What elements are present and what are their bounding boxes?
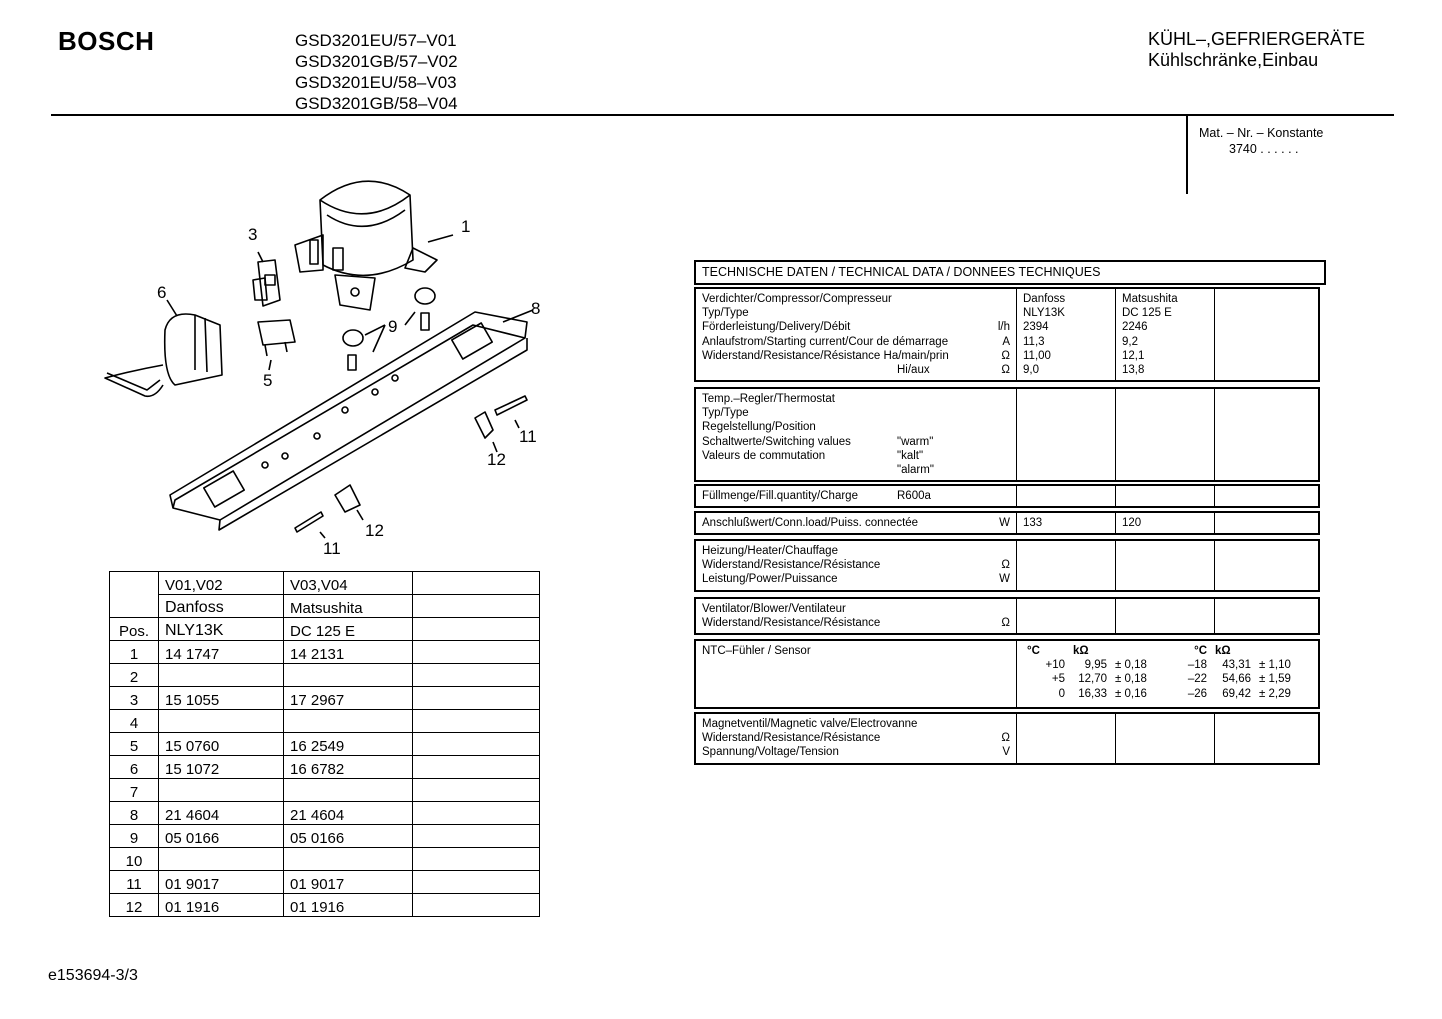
- table-cell: 15 0760: [159, 733, 284, 756]
- pin-part: [295, 512, 323, 532]
- ntc-table: °C kΩ °C kΩ +10 9,95 ± 0,18 –18 43,31 ± 1,10 +5 12,70 ± 0,18 –22 54,66 ± 1,59 0 16,33 ± 0,16 –26 69,42 ± 2,29: [1023, 644, 1295, 701]
- ntc-cell: ± 2,29: [1259, 687, 1291, 700]
- table-cell: 15 1072: [159, 756, 284, 779]
- ntc-cell: 69,42: [1222, 687, 1251, 700]
- table-row: [110, 641, 540, 664]
- tech-value-col: [1017, 388, 1116, 481]
- table-cell: 16 2549: [284, 733, 413, 756]
- table-cell: 14 2131: [284, 641, 413, 664]
- table-row: [110, 802, 540, 825]
- category-line: KÜHL–,GEFRIERGERÄTE: [1148, 29, 1366, 49]
- tech-line: Verdichter/Compressor/Compresseur: [702, 293, 892, 305]
- tech-value-col: [1116, 713, 1215, 764]
- model-line: GSD3201EU/57–V01: [295, 31, 457, 50]
- model-line: GSD3201EU/58–V03: [295, 73, 457, 92]
- sleeve-part: [475, 412, 493, 438]
- table-cell: [159, 848, 284, 871]
- table-row: [110, 664, 540, 687]
- tech-title: TECHNISCHE DATEN / TECHNICAL DATA / DONNEES TECHNIQUES: [694, 260, 1326, 285]
- mat-divider: [1186, 116, 1188, 194]
- table-cell: 16 6782: [284, 756, 413, 779]
- table-row: [110, 779, 540, 802]
- tech-value-col: Danfoss NLY13K 2394 11,3 11,00 9,0: [1017, 288, 1116, 381]
- table-cell: 14 1747: [159, 641, 284, 664]
- callout-label: 11: [519, 427, 537, 446]
- ntc-cell: ± 1,10: [1259, 659, 1291, 672]
- tech-label: Ventilator/Blower/Ventilateur Widerstand/Resistance/Résistance Ω: [695, 598, 1017, 634]
- ntc-cell: 54,66: [1222, 673, 1251, 686]
- table-cell: [413, 664, 540, 687]
- tech-value-col: [1215, 485, 1320, 507]
- ntc-values: [1017, 640, 1320, 708]
- tech-valve: [694, 712, 1320, 765]
- table-cell: 1: [110, 641, 159, 664]
- table-cell: [284, 710, 413, 733]
- table-cell: 9: [110, 825, 159, 848]
- tech-line: Anlaufstrom/Starting current/Cour de démarrage A: [702, 335, 1010, 348]
- tech-line: Förderleistung/Delivery/Débit l/h: [702, 321, 1010, 334]
- tech-value-col: 133: [1017, 512, 1116, 534]
- protector-part: [258, 320, 295, 345]
- table-cell: [413, 871, 540, 894]
- callout-label: 1: [461, 217, 471, 236]
- tech-connload: [694, 511, 1320, 535]
- tech-value-col: [1215, 288, 1320, 381]
- table-cell: 12: [110, 894, 159, 917]
- table-cell: [413, 572, 540, 595]
- table-cell: Danfoss: [159, 595, 284, 618]
- tech-value-col: [1116, 540, 1215, 591]
- table-cell: 11: [110, 871, 159, 894]
- tech-value-col: [1116, 598, 1215, 634]
- table-row: [110, 687, 540, 710]
- table-cell: Pos.: [110, 618, 159, 641]
- tech-value-col: [1215, 598, 1320, 634]
- callout-label: 12: [365, 521, 384, 540]
- ntc-cell: 16,33: [1078, 687, 1107, 700]
- mounting-rail: [170, 312, 527, 520]
- table-cell: 05 0166: [284, 825, 413, 848]
- table-cell: [413, 595, 540, 618]
- ntc-cell: 12,70: [1078, 673, 1107, 686]
- tech-value-col: [1116, 388, 1215, 481]
- tech-label: [695, 288, 1017, 381]
- table-cell: 4: [110, 710, 159, 733]
- ntc-cell: 0: [1058, 687, 1065, 700]
- callout-label: 8: [531, 299, 541, 318]
- table-cell: [413, 618, 540, 641]
- table-cell: [159, 664, 284, 687]
- tech-thermostat: [694, 387, 1320, 482]
- table-row: [110, 894, 540, 917]
- tech-value-col: [1017, 485, 1116, 507]
- table-cell: [413, 756, 540, 779]
- table-cell: V03,V04: [284, 572, 413, 595]
- table-cell: [284, 848, 413, 871]
- ntc-cell: ± 0,16: [1115, 687, 1147, 700]
- table-row: [110, 733, 540, 756]
- tech-value-col: [1215, 540, 1320, 591]
- table-cell: 17 2967: [284, 687, 413, 710]
- tech-line: Typ/Type: [702, 307, 749, 320]
- table-cell: [159, 710, 284, 733]
- table-cell: 01 1916: [284, 894, 413, 917]
- tech-ntc: [694, 639, 1320, 709]
- pin-part: [495, 396, 527, 415]
- table-cell: Matsushita: [284, 595, 413, 618]
- table-cell: [413, 710, 540, 733]
- tech-heater: [694, 539, 1320, 592]
- table-cell: [413, 848, 540, 871]
- table-cell: 15 1055: [159, 687, 284, 710]
- callout-label: 3: [248, 225, 258, 244]
- model-line: GSD3201GB/57–V02: [295, 52, 458, 71]
- tech-value-col: [1017, 713, 1116, 764]
- tech-label: Temp.–Regler/Thermostat Typ/Type Regelstellung/Position Schaltwerte/Switching values "warm" Valeurs de commutation "kalt" "alarm": [695, 388, 1017, 481]
- document-id: e153694-3/3: [48, 967, 138, 984]
- parts-table: [109, 571, 540, 917]
- tech-value-col: [1215, 388, 1320, 481]
- table-cell: DC 125 E: [284, 618, 413, 641]
- table-cell: 5: [110, 733, 159, 756]
- callout-label: 11: [323, 539, 341, 558]
- table-cell: [413, 641, 540, 664]
- material-number: [1199, 125, 1323, 157]
- tech-charge: [694, 484, 1320, 508]
- compressor-body: [320, 181, 413, 275]
- exploded-diagram: [95, 160, 565, 560]
- tech-label: Füllmenge/Fill.quantity/Charge R600a: [695, 485, 1017, 507]
- tech-line: Widerstand/Resistance/Résistance Ha/main/prin Ω: [702, 349, 1010, 362]
- ntc-cell: +5: [1051, 673, 1065, 686]
- callout-label: 5: [263, 371, 273, 390]
- cover-part: [165, 314, 222, 385]
- table-cell: 01 1916: [159, 894, 284, 917]
- grommet-part: [343, 330, 363, 346]
- table-cell: 6: [110, 756, 159, 779]
- table-row: [110, 756, 540, 779]
- ntc-cell: ± 1,59: [1259, 673, 1291, 686]
- tech-label: Heizung/Heater/Chauffage Widerstand/Resistance/Résistance Ω Leistung/Power/Puissance W: [695, 540, 1017, 591]
- ntc-cell: –22: [1187, 673, 1207, 686]
- table-cell: [284, 779, 413, 802]
- callout-label: 9: [388, 317, 398, 336]
- tech-compressor: [694, 287, 1320, 382]
- tech-line: Hi/aux Ω: [897, 364, 1010, 377]
- ntc-cell: –26: [1187, 687, 1207, 700]
- tech-label: Magnetventil/Magnetic valve/Electrovanne Widerstand/Resistance/Résistance Ω Spannung/Voltage/Tension V: [695, 713, 1017, 764]
- relay-part: [258, 260, 280, 306]
- tech-value-col: [1116, 485, 1215, 507]
- table-cell: 10: [110, 848, 159, 871]
- ntc-cell: 43,31: [1222, 659, 1251, 672]
- table-row: [110, 848, 540, 871]
- callout-label: 6: [157, 283, 167, 302]
- table-cell: [159, 779, 284, 802]
- ntc-row: [1023, 687, 1295, 701]
- table-cell: [413, 894, 540, 917]
- table-cell: 21 4604: [159, 802, 284, 825]
- tech-label: NTC–Fühler / Sensor: [695, 640, 1017, 708]
- category: [1148, 29, 1365, 71]
- table-cell: [413, 802, 540, 825]
- mat-value: 3740 . . . . . .: [1229, 142, 1299, 156]
- table-row: [110, 825, 540, 848]
- table-cell: [413, 825, 540, 848]
- tech-value-col: Matsushita DC 125 E 2246 9,2 12,1 13,8: [1116, 288, 1215, 381]
- ntc-cell: –18: [1187, 659, 1207, 672]
- model-line: GSD3201GB/58–V04: [295, 94, 458, 113]
- brand-logo: BOSCH: [58, 26, 155, 56]
- table-row: [110, 710, 540, 733]
- ntc-row: [1023, 672, 1295, 686]
- parts-rows: [110, 641, 540, 917]
- table-cell: 7: [110, 779, 159, 802]
- ntc-cell: 9,95: [1084, 659, 1107, 672]
- header-divider: [51, 114, 1394, 116]
- tech-value-col: [1017, 540, 1116, 591]
- table-cell: [110, 572, 159, 618]
- ntc-cell: +10: [1045, 659, 1065, 672]
- table-cell: [284, 664, 413, 687]
- table-cell: [413, 687, 540, 710]
- ntc-cell: ± 0,18: [1115, 673, 1147, 686]
- model-list: [295, 30, 458, 114]
- category-line: Kühlschränke,Einbau: [1148, 50, 1319, 70]
- table-cell: 3: [110, 687, 159, 710]
- callout-label: 12: [487, 450, 506, 469]
- table-cell: V01,V02: [159, 572, 284, 595]
- table-cell: 01 9017: [159, 871, 284, 894]
- tech-value-col: 120: [1116, 512, 1215, 534]
- mat-label: Mat. – Nr. – Konstante: [1199, 126, 1324, 140]
- table-cell: 21 4604: [284, 802, 413, 825]
- table-cell: NLY13K: [159, 618, 284, 641]
- tech-label: Anschlußwert/Conn.load/Puiss. connectée W: [695, 512, 1017, 534]
- table-cell: [413, 779, 540, 802]
- ntc-row: [1023, 658, 1295, 672]
- sleeve-part: [335, 485, 360, 512]
- tech-fan: [694, 597, 1320, 635]
- grommet-part: [415, 288, 435, 304]
- tech-value-col: [1215, 512, 1320, 534]
- table-cell: [413, 733, 540, 756]
- table-cell: 05 0166: [159, 825, 284, 848]
- ntc-cell: ± 0,18: [1115, 659, 1147, 672]
- table-cell: 2: [110, 664, 159, 687]
- tech-value-col: [1017, 598, 1116, 634]
- tech-value-col: [1215, 713, 1320, 764]
- table-cell: 8: [110, 802, 159, 825]
- table-cell: 01 9017: [284, 871, 413, 894]
- table-row: [110, 871, 540, 894]
